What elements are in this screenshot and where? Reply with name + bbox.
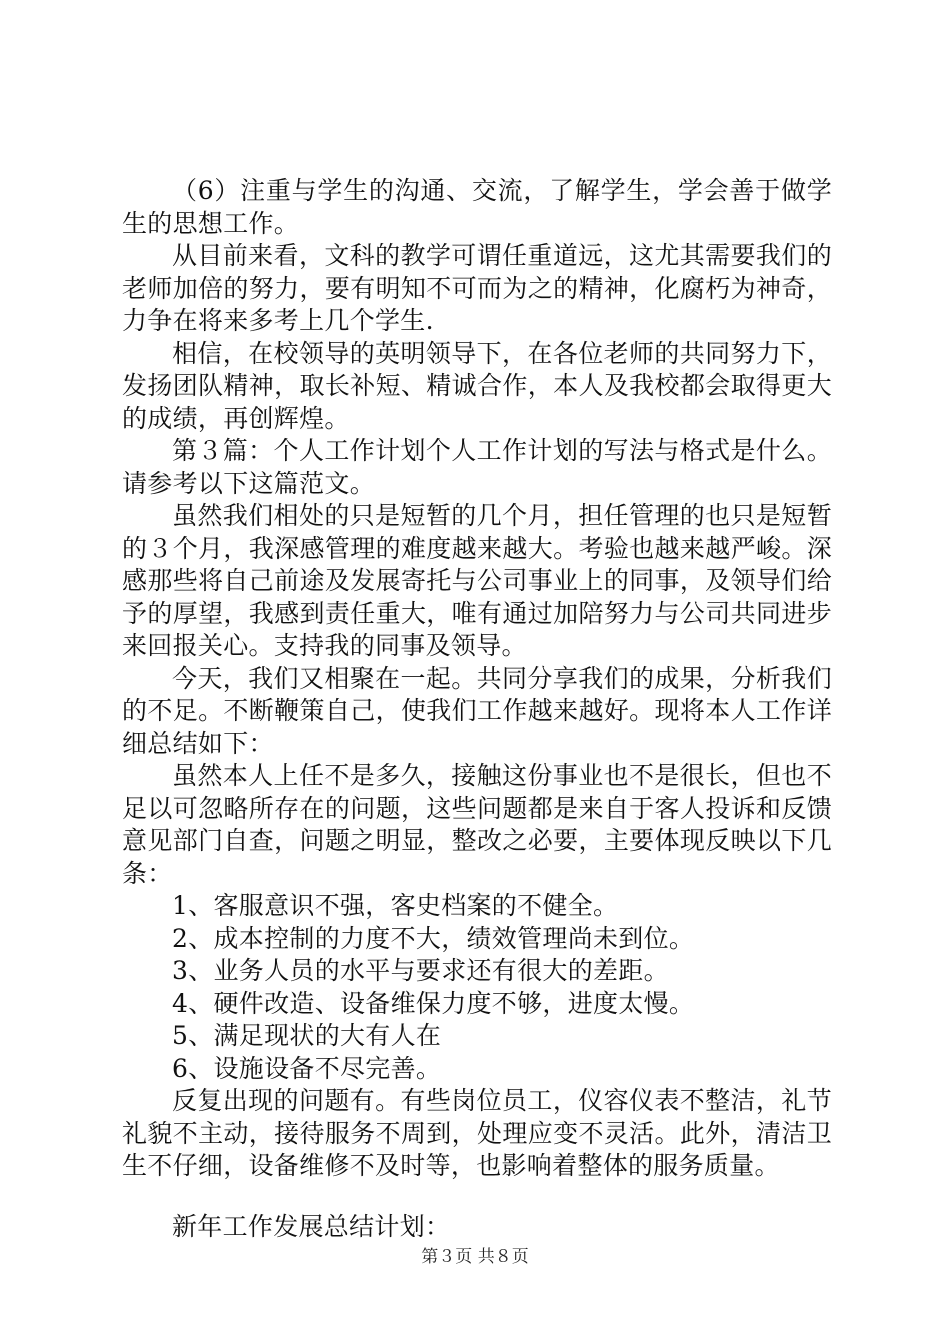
paragraph-7: 虽然本人上任不是多久，接触这份事业也不是很长，但也不足以可忽略所存在的问题，这些问题都是来自于客人投诉和反馈意见部门自查，问题之明显，整改之必要，主要体现反映以下几条： bbox=[122, 761, 832, 888]
paragraph-6: 今天，我们又相聚在一起。共同分享我们的成果，分析我们的不足。不断鞭策自己，使我们工作越来越好。现将本人工作详细总结如下： bbox=[122, 663, 832, 758]
list-item-3: 3、业务人员的水平与要求还有很大的差距。 bbox=[172, 956, 669, 985]
paragraph-8: 反复出现的问题有。有些岗位员工，仪容仪表不整洁，礼节礼貌不主动，接待服务不周到，处理应变不灵活。此外，清洁卫生不仔细，设备维修不及时等，也影响着整体的服务质量。 bbox=[122, 1086, 832, 1180]
paragraph-9: 新年工作发展总结计划： bbox=[172, 1211, 451, 1241]
document-body bbox=[122, 175, 832, 1243]
list-item-2: 2、成本控制的力度不大，绩效管理尚未到位。 bbox=[172, 923, 695, 953]
paragraph-1: （6）注重与学生的沟通、交流，了解学生，学会善于做学生的思想工作。 bbox=[122, 176, 832, 238]
list-item-6: 6、设施设备不尽完善。 bbox=[172, 1053, 442, 1083]
paragraph-5: 虽然我们相处的只是短暂的几个月，担任管理的也只是短暂的３个月，我深感管理的难度越来越大。考验也越来越严峻。深感那些将自己前途及发展寄托与公司事业上的同事，及领导们给予的厚望，我感到责任重大，唯有通过加陪努力与公司共同进步来回报关心。支持我的同事及领导。 bbox=[122, 501, 832, 660]
page-footer: 第３页 共８页 bbox=[421, 1247, 529, 1267]
paragraph-2: 从目前来看，文科的教学可谓任重道远，这尤其需要我们的老师加倍的努力，要有明知不可而为之的精神，化腐朽为神奇，力争在将来多考上几个学生. bbox=[122, 241, 832, 335]
paragraph-4: 第３篇：个人工作计划个人工作计划的写法与格式是什么。请参考以下这篇范文。 bbox=[122, 436, 832, 498]
list-item-5: 5、满足现状的大有人在 bbox=[172, 1021, 442, 1050]
list-item-1: 1、客服意识不强，客史档案的不健全。 bbox=[172, 891, 619, 920]
paragraph-3: 相信，在校领导的英明领导下，在各位老师的共同努力下，发扬团队精神，取长补短、精诚合作，本人及我校都会取得更大的成绩，再创辉煌。 bbox=[122, 338, 832, 433]
list-item-4: 4、硬件改造、设备维保力度不够，进度太慢。 bbox=[172, 988, 695, 1018]
